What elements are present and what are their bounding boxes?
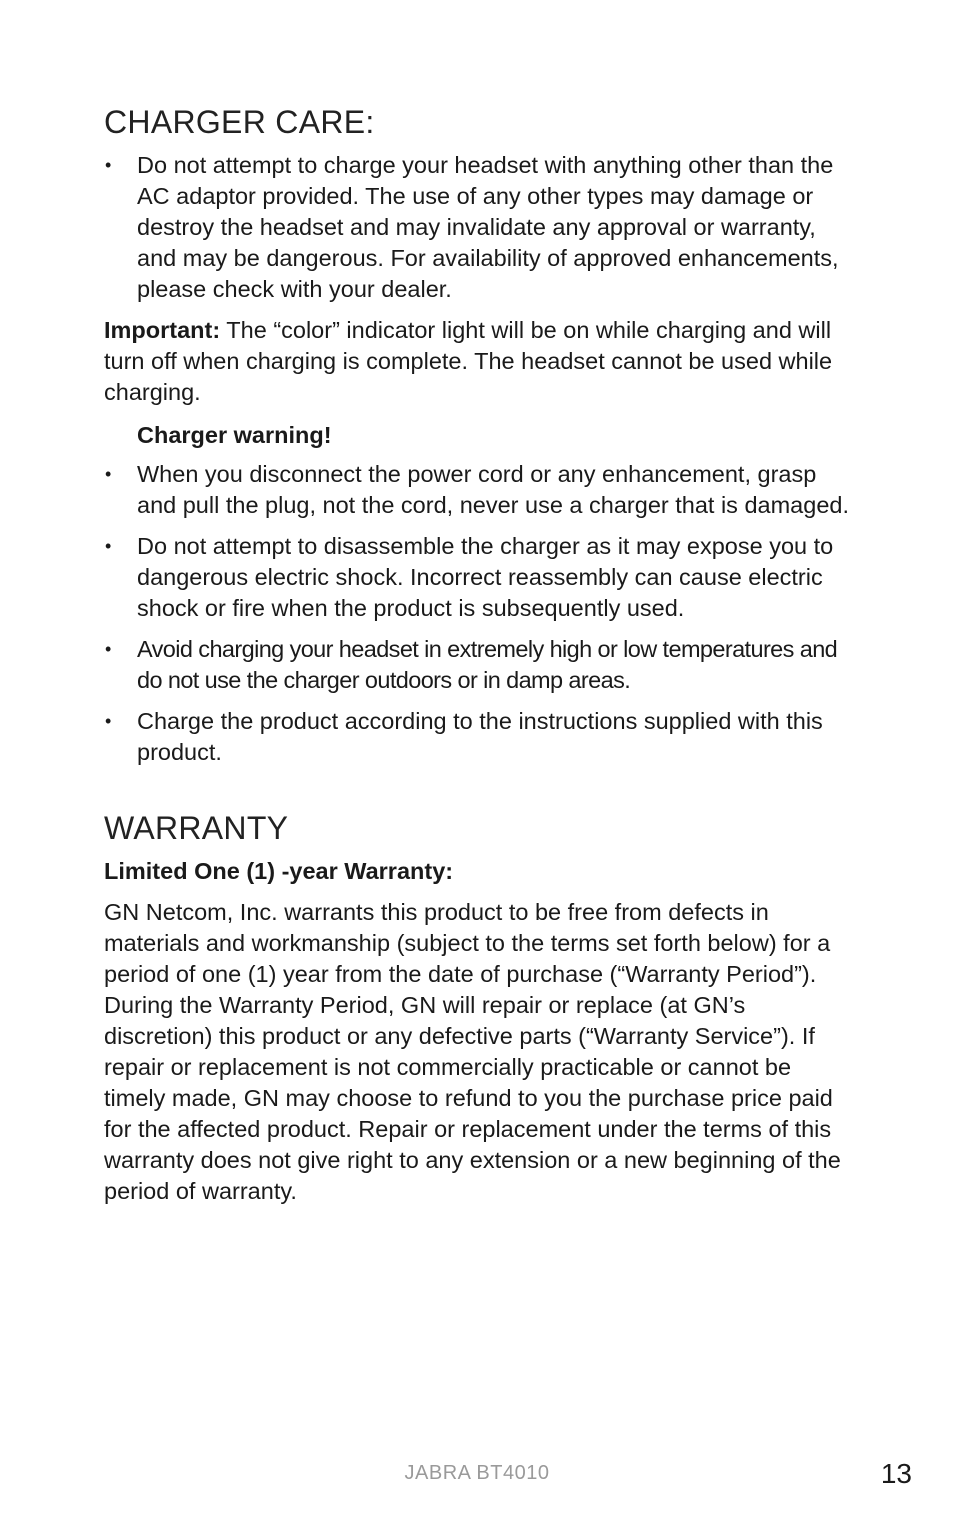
charger-warning-heading: Charger warning! xyxy=(137,422,332,448)
warranty-subheading: Limited One (1) -year Warranty: xyxy=(104,858,454,884)
charger-warning-list xyxy=(104,459,852,768)
warranty-body: GN Netcom, Inc. warrants this product to be free from defects in materials and workmanship (subject to the terms set forth below) for a period of one (1) year from the date of purchase (“Warranty Period”). During the Warranty Period, GN will repair or replace (at GN’s discretion) this product or any defective parts (“Warranty Service”). If repair or replacement is not commercially practicable or cannot be timely made, GN may choose to refund to you the purchase price paid for the affected product. Repair or replacement under the terms of this warranty does not give right to any extension or a new beginning of the period of warranty. xyxy=(104,899,841,1204)
document-page xyxy=(104,100,852,1217)
warning-bullet-4: • Charge the product according to the instructions supplied with this product. xyxy=(104,706,852,768)
page-number: 13 xyxy=(880,1458,912,1489)
charger-care-heading: CHARGER CARE: xyxy=(104,104,375,140)
charger-care-list xyxy=(104,150,852,305)
important-note xyxy=(104,315,852,408)
important-label: Important: xyxy=(104,317,221,343)
important-text: The “color” indicator light will be on while charging and will turn off when charging is complete. The headset cannot be used while charging. xyxy=(104,317,833,405)
warning-bullet-3: • Avoid charging your headset in extremely high or low temperatures and do not use the charger outdoors or in damp areas. xyxy=(104,634,852,696)
charger-care-bullet: • Do not attempt to charge your headset with anything other than the AC adaptor provided. The use of any other types may damage or destroy the headset and may invalidate any approval or warranty, and may be dangerous. For availability of approved enhancements, please check with your dealer. xyxy=(104,150,852,305)
warning-bullet-2: • Do not attempt to disassemble the charger as it may expose you to dangerous electric shock. Incorrect reassembly can cause electric shock or fire when the product is subsequently used. xyxy=(104,531,852,624)
warranty-heading: WARRANTY xyxy=(104,810,289,846)
footer-brand: JABRA BT4010 xyxy=(404,1462,550,1484)
warning-bullet-1: • When you disconnect the power cord or any enhancement, grasp and pull the plug, not the cord, never use a charger that is damaged. xyxy=(104,459,852,521)
